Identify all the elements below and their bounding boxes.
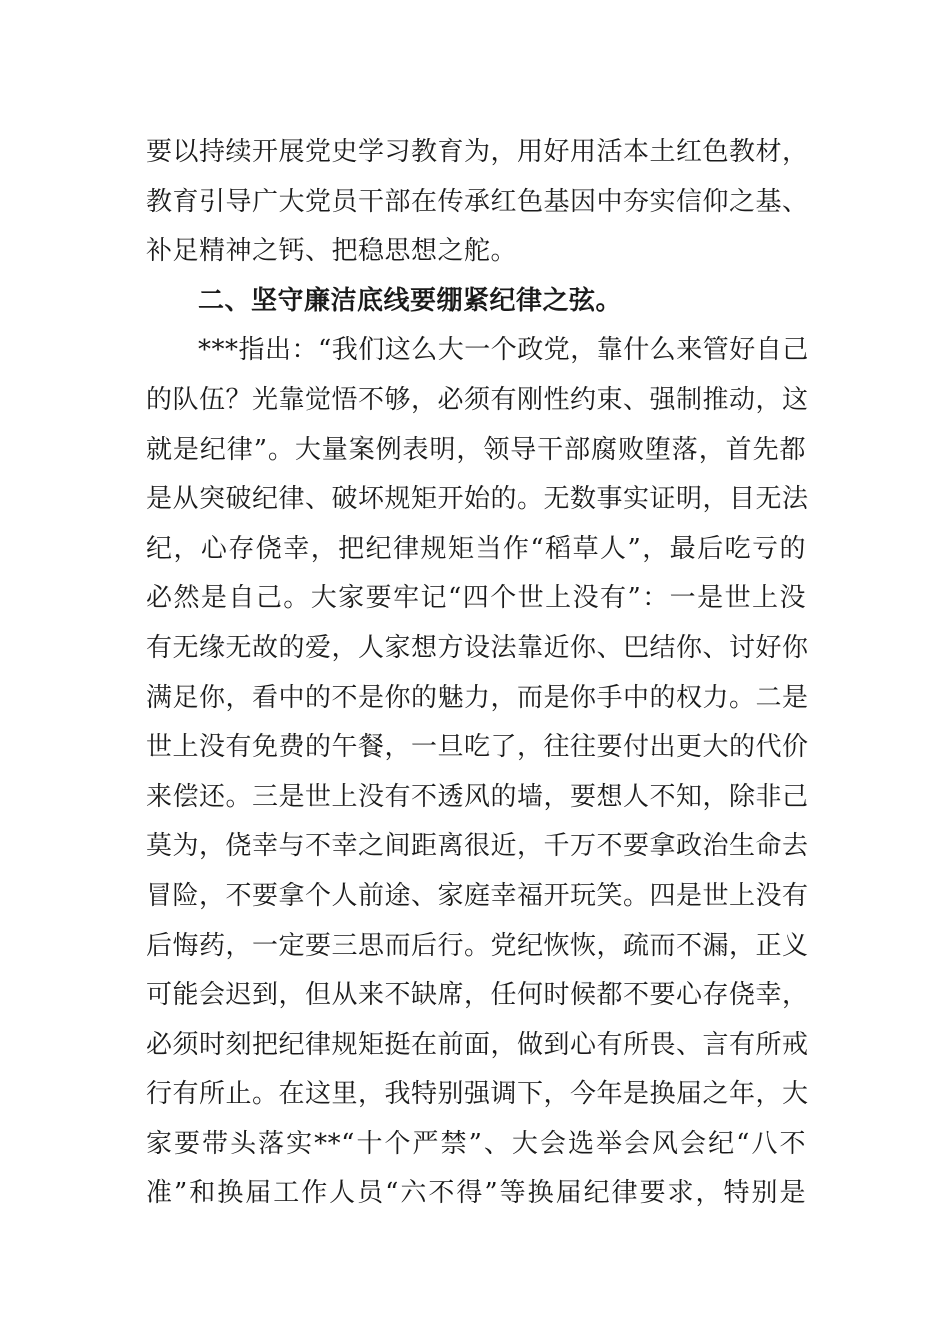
paragraph-line: 必然是自己。大家要牢记“四个世上没有”：一是世上没 — [146, 583, 806, 614]
paragraph-line: ***指出：“我们这么大一个政党，靠什么来管好自己 — [198, 335, 809, 366]
paragraph-line: 后悔药，一定要三思而后行。党纪恢恢，疏而不漏，正义 — [146, 930, 809, 961]
paragraph-line: 有无缘无故的爱，人家想方设法靠近你、巴结你、讨好你 — [146, 632, 809, 663]
paragraph-line: 是从突破纪律、破坏规矩开始的。无数事实证明，目无法 — [146, 484, 809, 515]
paragraph-line: 准”和换届工作人员“六不得”等换届纪律要求，特别是 — [146, 1178, 806, 1209]
paragraph-line: 补足精神之钙、把稳思想之舵。 — [146, 236, 518, 267]
paragraph-line: 教育引导广大党员干部在传承红色基因中夯实信仰之基、 — [146, 186, 809, 217]
section-heading: 二、坚守廉洁底线要绷紧纪律之弦。 — [198, 285, 623, 316]
paragraph-line: 行有所止。在这里，我特别强调下，今年是换届之年，大 — [146, 1079, 809, 1110]
document-body — [146, 128, 809, 1219]
paragraph-line: 必须时刻把纪律规矩挺在前面，做到心有所畏、言有所戒 — [146, 1029, 809, 1060]
paragraph-line: 莫为，侥幸与不幸之间距离很近，千万不要拿政治生命去 — [146, 831, 809, 862]
paragraph-line: 冒险，不要拿个人前途、家庭幸福开玩笑。四是世上没有 — [146, 880, 809, 911]
paragraph-line: 可能会迟到，但从来不缺席，任何时候都不要心存侥幸， — [146, 980, 809, 1011]
paragraph-line: 世上没有免费的午餐，一旦吃了，往往要付出更大的代价 — [146, 732, 809, 763]
paragraph-line: 要以持续开展党史学习教育为，用好用活本土红色教材， — [146, 137, 809, 167]
paragraph-line: 来偿还。三是世上没有不透风的墙，要想人不知，除非己 — [146, 781, 809, 812]
paragraph-line: 家要带头落实**“十个严禁”、大会选举会风会纪“八不 — [146, 1128, 806, 1159]
paragraph-line: 的队伍？光靠觉悟不够，必须有刚性约束、强制推动，这 — [146, 384, 809, 415]
paragraph-line: 就是纪律”。大量案例表明，领导干部腐败堕落，首先都 — [146, 434, 806, 465]
paragraph-line: 纪，心存侥幸，把纪律规矩当作“稻草人”，最后吃亏的 — [146, 533, 806, 564]
paragraph-line: 满足你，看中的不是你的魅力，而是你手中的权力。二是 — [146, 682, 809, 713]
